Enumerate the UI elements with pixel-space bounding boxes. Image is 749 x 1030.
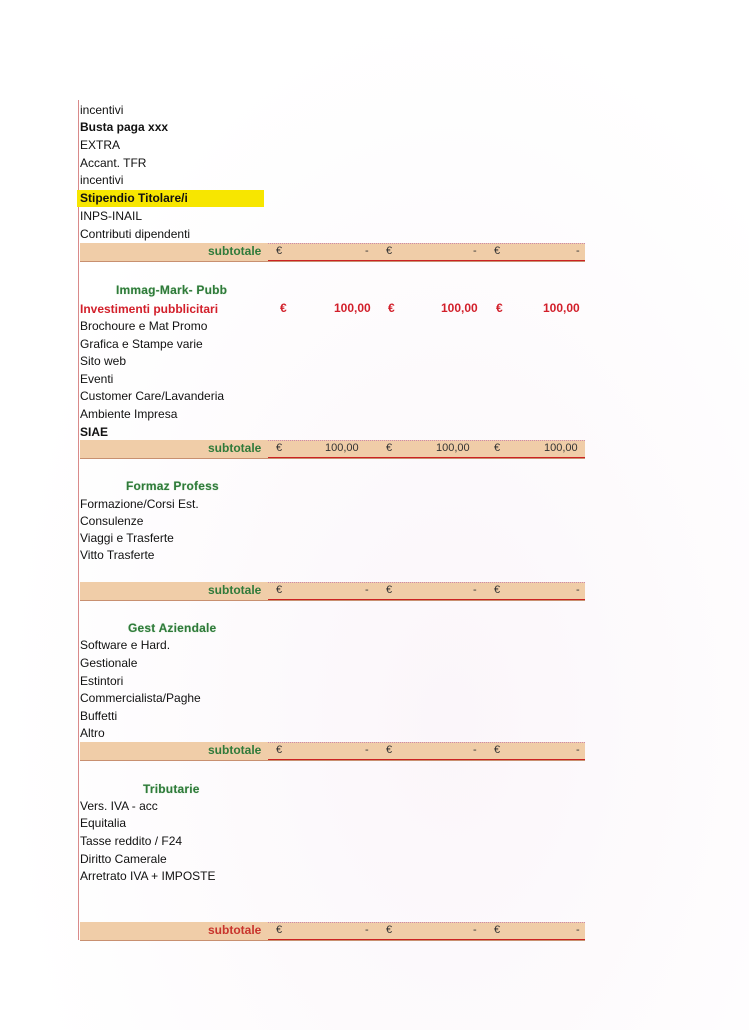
subtotal-value: 100,00	[436, 442, 470, 454]
subtotal-value: 100,00	[325, 442, 359, 454]
currency-symbol: €	[496, 301, 503, 315]
subtotal-label: subtotale	[208, 583, 262, 597]
section-title: Immag-Mark- Pubb	[116, 283, 228, 297]
subtotal-label: subtotale	[208, 441, 262, 455]
currency-symbol: €	[494, 924, 501, 936]
currency-symbol: €	[386, 584, 393, 596]
subtotal-label: subtotale	[208, 244, 262, 258]
section-title: Gest Aziendale	[128, 621, 217, 635]
currency-symbol: €	[386, 924, 393, 936]
list-item: Diritto Camerale	[80, 852, 167, 866]
list-item: Viaggi e Trasferte	[80, 531, 174, 545]
subtotal-value: -	[473, 245, 477, 257]
list-item: Ambiente Impresa	[80, 407, 178, 421]
list-item: Arretrato IVA + IMPOSTE	[80, 869, 216, 883]
list-item: Contributi dipendenti	[80, 227, 191, 241]
subtotal-label: subtotale	[208, 743, 262, 757]
currency-symbol: €	[388, 301, 395, 315]
section-title: Formaz Profess	[126, 479, 219, 493]
highlight-text: Stipendio Titolare/i	[77, 190, 264, 207]
subtotal-value: -	[473, 584, 477, 596]
subtotal-cells	[268, 440, 585, 458]
subtotal-row	[80, 243, 585, 262]
list-item: incentivi	[80, 103, 124, 117]
subtotal-value: -	[576, 924, 580, 936]
list-item: Buffetti	[80, 709, 118, 723]
list-item: Commercialista/Paghe	[80, 691, 201, 705]
list-item: incentivi	[80, 173, 124, 187]
subtotal-cells	[268, 742, 585, 760]
subtotal-cells	[268, 922, 585, 940]
list-item: Estintori	[80, 674, 124, 688]
subtotal-row	[80, 742, 585, 761]
currency-symbol: €	[386, 442, 393, 454]
list-item-highlighted: Investimenti pubblicitari	[80, 302, 219, 316]
subtotal-value: -	[365, 584, 369, 596]
subtotal-value: -	[473, 744, 477, 756]
list-item: Sito web	[80, 354, 127, 368]
highlight-value: 100,00	[441, 301, 478, 315]
highlight-value: 100,00	[334, 301, 371, 315]
list-item: Tasse reddito / F24	[80, 834, 183, 848]
subtotal-value: -	[576, 245, 580, 257]
subtotal-value: -	[365, 744, 369, 756]
list-item: Vers. IVA - acc	[80, 799, 158, 813]
currency-symbol: €	[494, 442, 501, 454]
subtotal-value: -	[365, 245, 369, 257]
list-item-highlighted	[80, 190, 264, 207]
currency-symbol: €	[494, 744, 501, 756]
list-item: Equitalia	[80, 816, 127, 830]
currency-symbol: €	[494, 584, 501, 596]
currency-symbol: €	[276, 245, 283, 257]
list-item: Software e Hard.	[80, 638, 171, 652]
subtotal-value: 100,00	[544, 442, 578, 454]
list-item: Customer Care/Lavanderia	[80, 389, 225, 403]
list-item: SIAE	[80, 425, 109, 439]
list-item: Formazione/Corsi Est.	[80, 497, 199, 511]
subtotal-value: -	[473, 924, 477, 936]
subtotal-label: subtotale	[208, 923, 262, 937]
subtotal-value: -	[576, 744, 580, 756]
list-item: Gestionale	[80, 656, 138, 670]
list-item: Busta paga xxx	[80, 120, 169, 134]
currency-symbol: €	[386, 245, 393, 257]
list-item: Altro	[80, 726, 105, 740]
highlight-value: 100,00	[543, 301, 580, 315]
section-title: Tributarie	[143, 782, 200, 796]
subtotal-value: -	[576, 584, 580, 596]
subtotal-cells	[268, 243, 585, 261]
subtotal-value: -	[365, 924, 369, 936]
currency-symbol: €	[276, 584, 283, 596]
currency-symbol: €	[276, 442, 283, 454]
subtotal-cells	[268, 582, 585, 600]
subtotal-row	[80, 922, 585, 941]
list-item: Consulenze	[80, 514, 144, 528]
list-item: Accant. TFR	[80, 156, 147, 170]
list-item: EXTRA	[80, 138, 121, 152]
currency-symbol: €	[280, 301, 287, 315]
list-item: Eventi	[80, 372, 114, 386]
list-item: INPS-INAIL	[80, 209, 143, 223]
subtotal-row	[80, 582, 585, 601]
list-item: Brochoure e Mat Promo	[80, 319, 208, 333]
subtotal-row	[80, 440, 585, 459]
currency-symbol: €	[276, 744, 283, 756]
currency-symbol: €	[386, 744, 393, 756]
currency-symbol: €	[276, 924, 283, 936]
currency-symbol: €	[494, 245, 501, 257]
left-margin-line	[78, 100, 79, 940]
list-item: Grafica e Stampe varie	[80, 337, 203, 351]
list-item: Vitto Trasferte	[80, 548, 155, 562]
